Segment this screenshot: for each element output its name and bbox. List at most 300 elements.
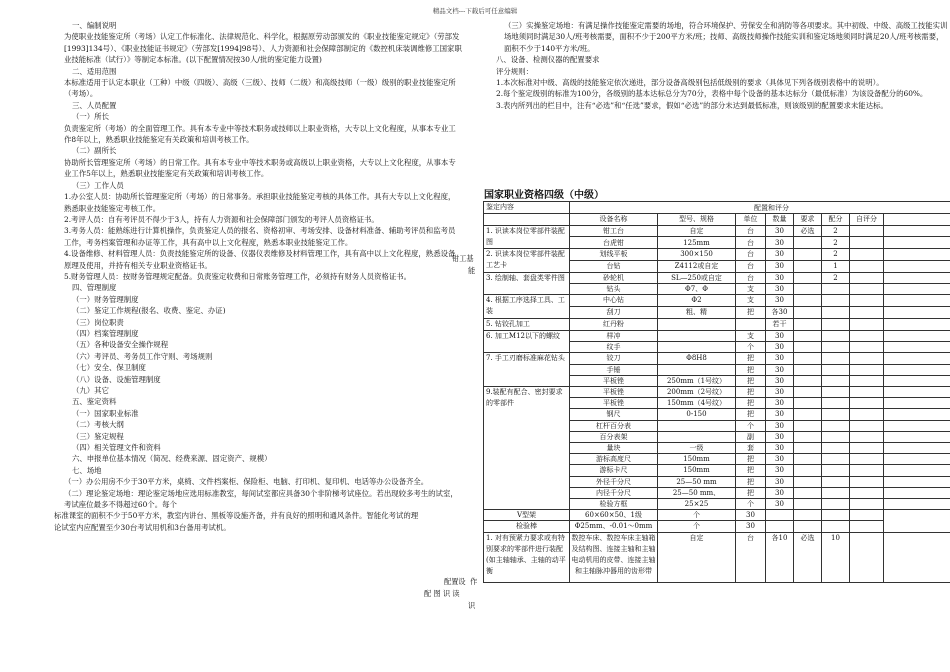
table-cell: SL—250或自定	[658, 272, 736, 283]
table-cell	[794, 306, 822, 318]
table-cell	[822, 375, 850, 386]
table-cell: 平板锉	[570, 375, 658, 386]
side-note-5: 配 图 识 读	[424, 589, 460, 598]
table-cell: 30	[766, 272, 794, 283]
table-cell: 30	[766, 398, 794, 409]
table-cell	[794, 295, 822, 307]
table-row	[484, 532, 950, 582]
right-paragraph: （三）实操鉴定场地：有满足操作技能鉴定需要的场地，符合环境保护、劳保安全和消防等各项要求。其中初级、中级、高级工技能实训场地须同时满足30人/班考核需要，面积不少于200平方米/班；技师、高级技师操作技能实训和鉴定场地须同时满足20人/班考核需要，面积不少于140平方米/班。	[504, 21, 948, 53]
table-cell: 个	[658, 521, 736, 532]
page-header: 精品文档---下载后可任意编辑	[432, 7, 518, 15]
table-cell	[766, 521, 794, 532]
table-cell: 300×150	[658, 249, 736, 261]
table-cell	[850, 454, 884, 465]
column-header: 要求	[794, 214, 822, 225]
table-cell: 30	[736, 521, 766, 532]
header-blank	[884, 214, 950, 225]
table-cell	[794, 387, 822, 398]
table-cell: 30	[766, 295, 794, 307]
left-paragraph: （一）办公用房不少于30平方米，桌椅、文件档案柜、保险柜、电脑、打印机、复印机、电话等办公设备齐全。	[64, 477, 429, 487]
left-paragraph: （五）各种设备安全操作规程	[72, 340, 169, 350]
table-cell: 砂轮机	[570, 272, 658, 283]
table-cell	[850, 237, 884, 249]
table-cell: 30	[766, 443, 794, 454]
table-cell	[658, 342, 736, 353]
left-paragraph: 四、管理制度	[72, 283, 117, 293]
table-cell	[658, 330, 736, 341]
left-paragraph: 七、场地	[72, 465, 102, 475]
column-header: 设备名称	[570, 214, 658, 225]
table-cell: 30	[766, 342, 794, 353]
table-cell: 把	[736, 454, 766, 465]
header-content: 鉴定内容	[484, 202, 570, 214]
table-cell-extra	[884, 306, 950, 318]
table-cell: 30	[766, 465, 794, 476]
table-cell	[822, 465, 850, 476]
table-cell: 自定	[658, 225, 736, 237]
table-cell	[822, 521, 850, 532]
table-cell: 30	[766, 409, 794, 420]
table-cell: 各10	[766, 532, 794, 582]
table-cell-extra	[884, 420, 950, 431]
table-cell: 30	[766, 431, 794, 442]
table-cell: 30	[766, 364, 794, 375]
left-paragraph: （一）财务管理制度	[72, 294, 139, 304]
table-cell: 数控车床、数控车床主轴箱及结构图、连接主轴和主轴电动机用的皮带、连接主轴和主轴脉冲器用的齿形带	[570, 532, 658, 582]
content-cell: 4. 根据工序选择工具、工装	[484, 295, 570, 319]
table-cell: 1	[822, 260, 850, 272]
table-row	[484, 330, 950, 341]
table-cell: 30	[766, 499, 794, 510]
table-cell: 把	[736, 398, 766, 409]
table-cell	[850, 364, 884, 375]
left-paragraph: （二）副所长	[72, 146, 117, 156]
table-cell	[794, 420, 822, 431]
table-cell	[794, 330, 822, 341]
table-cell: 红丹粉	[570, 318, 658, 330]
left-paragraph: （八）设备、设施管理制度	[72, 374, 161, 384]
table-cell	[850, 409, 884, 420]
table-cell	[658, 420, 736, 431]
table-cell	[850, 443, 884, 454]
table-cell	[850, 387, 884, 398]
left-paragraph: （三）岗位职责	[72, 317, 124, 327]
table-cell: 台	[736, 532, 766, 582]
table-row	[484, 521, 950, 532]
table-cell-extra	[884, 375, 950, 386]
table-cell: 杠杆百分表	[570, 420, 658, 431]
table-cell-extra	[850, 521, 884, 532]
table-cell: 刮刀	[570, 306, 658, 318]
table-cell: 把	[736, 387, 766, 398]
table-cell	[850, 465, 884, 476]
table-cell: 30	[766, 283, 794, 294]
table-cell: 划线平板	[570, 249, 658, 261]
left-paragraph: （二）理论鉴定场地：理论鉴定场地应选用标准教室，每间试室都应具备30个非阶梯考试座位。若出现较多考生的试室，考试座位最多不得超过60个。每个	[64, 488, 458, 510]
table-cell: 一级	[658, 443, 736, 454]
table-cell-extra	[884, 237, 950, 249]
table-cell: 30	[766, 375, 794, 386]
table-cell: 游标高度尺	[570, 454, 658, 465]
table-cell	[822, 409, 850, 420]
table-cell	[736, 318, 766, 330]
table-cell	[822, 510, 850, 521]
column-header: 配分	[822, 214, 850, 225]
table-cell: 自定	[658, 532, 736, 582]
left-paragraph: 二、适用范围	[72, 66, 117, 76]
table-row	[484, 318, 950, 330]
left-paragraph: （四）档案管理制度	[72, 328, 139, 338]
table-cell-extra	[884, 225, 950, 237]
table-cell	[850, 476, 884, 487]
left-paragraph: 2.考评人员：自有考评员不得少于3人，持有人力资源和社会保障部门颁发的考评人员资格证书。	[64, 214, 379, 224]
left-paragraph: 一、编制说明	[72, 21, 117, 30]
content-cell: 1. 识读本岗位零部件装配图	[484, 225, 570, 249]
table-cell: 10	[822, 532, 850, 582]
table-cell: 必选	[794, 225, 822, 237]
left-paragraph: （七）安全、保卫制度	[72, 363, 146, 373]
content-cell: 3. 绘制轴、套盘类零件图	[484, 272, 570, 294]
table-cell: 个	[736, 499, 766, 510]
table-cell: 台虎钳	[570, 237, 658, 249]
table-cell: 150mm	[658, 465, 736, 476]
table-cell: 粗、精	[658, 306, 736, 318]
table-cell: 25—50 mm、	[658, 487, 736, 498]
table-cell	[850, 318, 884, 330]
left-paragraph: 1.办公室人员：协助所长管理鉴定所（考场）的日常事务。承担职业技能鉴定考核的具体工作。具有大专以上文化程度，熟悉职业技能鉴定考核工作。	[64, 192, 456, 213]
table-cell: 30	[766, 225, 794, 237]
table-cell	[794, 342, 822, 353]
table-row	[484, 249, 950, 261]
table-cell-extra	[884, 318, 950, 330]
right-paragraph: 1.本次标准对中级、高级的技能鉴定依次递进，部分设备高级别包括低级别的要求（具体见下列各级别表格中的说明）。	[496, 78, 884, 88]
table-cell	[794, 237, 822, 249]
column-header: 自评分	[850, 214, 884, 225]
table-cell	[794, 409, 822, 420]
table-cell	[794, 521, 822, 532]
table-cell-extra	[884, 387, 950, 398]
content-cell: 9.装配有配合、密封要求的零部件	[484, 387, 570, 510]
table-cell: 30	[766, 330, 794, 341]
table-cell-extra	[884, 272, 950, 283]
table-cell: 把	[736, 364, 766, 375]
table-cell	[850, 330, 884, 341]
table-cell	[794, 375, 822, 386]
content-cell: 7. 手工刃磨标准麻花钻头	[484, 353, 570, 387]
content-cell: 5. 钻铰孔加工	[484, 318, 570, 330]
table-cell	[850, 420, 884, 431]
table-cell: 台	[736, 225, 766, 237]
table-cell: 150mm（4号纹）	[658, 398, 736, 409]
table-cell: 200mm（2号纹）	[658, 387, 736, 398]
content-cell: 2. 识读本岗位零部件装配工艺卡	[484, 249, 570, 273]
table-cell-extra	[884, 499, 950, 510]
table-cell: 2	[822, 237, 850, 249]
table-cell	[850, 295, 884, 307]
table-cell	[794, 318, 822, 330]
equipment-table	[483, 201, 950, 583]
table-cell: 0-150	[658, 409, 736, 420]
left-paragraph: 4.设备维修、材料管理人员：负责技能鉴定所的设备、仪器仪表维修及材料管理工作，具有高中以上文化程度，熟悉设备原理及使用，并持有相关专业职业资格证书。	[64, 249, 456, 270]
table-cell: 支	[736, 330, 766, 341]
table-cell: 30	[766, 237, 794, 249]
table-cell: 25×25	[658, 499, 736, 510]
table-cell	[822, 283, 850, 294]
table-cell	[822, 476, 850, 487]
table-cell	[850, 431, 884, 442]
table-cell-extra	[884, 532, 950, 582]
table-cell	[794, 454, 822, 465]
table-cell: 必选	[794, 532, 822, 582]
right-column	[486, 20, 950, 111]
table-cell	[850, 499, 884, 510]
left-paragraph: 为使职业技能鉴定所（考场）认定工作标准化、法律规范化、科学化，根据原劳动部颁发的《职业技能鉴定规定》（劳部发[1993]134号）、《职业技能证书规定》（劳部发[1994]98号）、人力资源和社会保障部制定的《数控机床装调维修工国家职业技能标准（试行）》等制定本标准。(以下配置情况按30人/批的鉴定能力设置)	[64, 32, 462, 65]
table-cell: 平板锉	[570, 398, 658, 409]
table-cell	[794, 353, 822, 364]
table-cell	[766, 510, 794, 521]
table-cell	[822, 420, 850, 431]
table-cell-extra	[884, 409, 950, 420]
table-cell	[794, 476, 822, 487]
table-cell	[850, 260, 884, 272]
table-row	[484, 295, 950, 307]
table-cell: Φ2	[658, 295, 736, 307]
table-cell	[794, 499, 822, 510]
table-cell-extra	[850, 510, 884, 521]
table-cell: 250mm（1号纹）	[658, 375, 736, 386]
table-cell	[794, 364, 822, 375]
table-cell	[822, 398, 850, 409]
right-paragraph: 2.每个鉴定级别的标准为100分，各级别的基本达标总分为70分，表格中每个设备的基本达标分（最低标准）为该设备配分的60%。	[496, 89, 928, 99]
left-paragraph: 负责鉴定所（考场）的全面管理工作。具有本专业中等技术职务或技师以上职业资格，大专以上文化程度，从事本专业工作8年以上，熟悉职业技能鉴定有关政策和培训考核工作。	[64, 123, 456, 145]
table-cell	[658, 431, 736, 442]
table-cell: 把	[736, 487, 766, 498]
table-cell-extra	[884, 443, 950, 454]
table-cell: 30	[736, 510, 766, 521]
table-cell: 副	[736, 431, 766, 442]
table-cell	[822, 318, 850, 330]
table-cell	[794, 249, 822, 261]
table-cell: 钻头	[570, 283, 658, 294]
table-title: 国家职业资格四级（中级）	[484, 190, 604, 201]
table-cell-extra	[884, 249, 950, 261]
table-cell: Φ8H8	[658, 353, 736, 364]
table-cell: 内径千分尺	[570, 487, 658, 498]
table-cell: 把	[736, 353, 766, 364]
table-cell	[822, 387, 850, 398]
left-paragraph: 本标准适用于认定本职业（工种）中级（四级）、高级（三级）、技师（二级）和高级技师（一级）级别的职业技能鉴定所（考场）。	[64, 78, 456, 99]
table-row	[484, 272, 950, 283]
table-cell: 台	[736, 237, 766, 249]
table-cell: 30	[766, 420, 794, 431]
table-cell-extra	[884, 465, 950, 476]
table-cell: 外径千分尺	[570, 476, 658, 487]
table-cell: 样冲	[570, 330, 658, 341]
table-cell: 中心钻	[570, 295, 658, 307]
table-cell: 把	[736, 409, 766, 420]
side-note-1: 钳工基	[452, 254, 474, 263]
table-cell: Φ7、Φ	[658, 283, 736, 294]
left-paragraph: （一）国家职业标准	[72, 408, 139, 418]
table-cell	[822, 499, 850, 510]
table-row	[484, 510, 950, 521]
table-cell: 手锤	[570, 364, 658, 375]
table-cell: 2	[822, 272, 850, 283]
table-cell-extra	[884, 398, 950, 409]
table-cell	[850, 249, 884, 261]
table-cell	[850, 272, 884, 283]
left-paragraph: （三）鉴定规程	[72, 431, 124, 441]
table-cell	[658, 318, 736, 330]
table-cell	[850, 532, 884, 582]
table-cell: 若干	[766, 318, 794, 330]
table-cell: 台	[736, 260, 766, 272]
table-cell	[794, 260, 822, 272]
table-cell: 纹手	[570, 342, 658, 353]
right-paragraph: 八、设备、检测仪器的配置要求	[496, 55, 600, 65]
left-paragraph: 标准课室的面积不少于50平方米，教室内讲台、黑板等设施齐备，并有良好的照明和通风条件。智能化考试的理	[54, 511, 419, 521]
table-cell: Z4112或自定	[658, 260, 736, 272]
header-blank	[484, 214, 570, 225]
left-paragraph: （一）所长	[72, 112, 109, 122]
table-cell	[850, 487, 884, 498]
side-note-2: 能	[468, 266, 476, 275]
table-cell: 支	[736, 283, 766, 294]
table-cell: 游标卡尺	[570, 465, 658, 476]
table-cell: 铰刀	[570, 353, 658, 364]
table-cell: V型架	[484, 510, 570, 521]
table-cell: 2	[822, 249, 850, 261]
left-paragraph: （九）其它	[72, 386, 109, 395]
table-cell-extra	[884, 454, 950, 465]
table-cell-extra	[884, 364, 950, 375]
table-cell	[850, 225, 884, 237]
table-cell: 30	[766, 260, 794, 272]
left-paragraph: 3.考务人员：能熟练进行计算机操作，负责鉴定人员的报名、资格初审、考场安排、设备材料准备、辅助考评员和监考员工作，考务档案管理和办证等工作，具有高中以上文化程度，熟悉本职业技能鉴定工作。	[64, 226, 456, 247]
table-cell: 30	[766, 454, 794, 465]
right-paragraph: 3.表内所列出的栏目中，注有“必选”和“任选”要求，假如“必选”的部分未达到最低标准，则该级别的配置要求未能达标。	[496, 100, 888, 110]
table-cell	[822, 330, 850, 341]
table-cell: 支	[736, 295, 766, 307]
table-cell: 把	[736, 465, 766, 476]
table-cell	[822, 487, 850, 498]
table-cell	[658, 364, 736, 375]
table-cell: 各30	[766, 306, 794, 318]
right-paragraph: 评分规则：	[496, 66, 533, 76]
left-paragraph: （六）考评员、考务员工作守则、考场规则	[72, 351, 213, 361]
table-cell	[850, 353, 884, 364]
table-cell	[794, 431, 822, 442]
side-note-6: 识	[468, 601, 476, 610]
table-cell: 25—50 mm	[658, 476, 736, 487]
left-paragraph: （二）鉴定工作规程(报名、收费、鉴定、办证)	[72, 306, 226, 316]
header-config: 配置和评分	[570, 202, 950, 214]
table-cell	[822, 342, 850, 353]
table-cell: 钳工台	[570, 225, 658, 237]
left-column	[54, 20, 462, 533]
table-cell-extra	[884, 487, 950, 498]
table-cell	[794, 272, 822, 283]
table-cell-extra	[884, 476, 950, 487]
side-note-4: 作	[470, 577, 478, 586]
left-paragraph: （四）相关管理文件和资料	[72, 443, 161, 453]
table-cell	[794, 283, 822, 294]
table-cell: 台钻	[570, 260, 658, 272]
table-cell	[850, 283, 884, 294]
left-paragraph: 协助所长管理鉴定所（考场）的日常工作。具有本专业中等技术职务或高级以上职业资格，大专以上文化程度，从事本专业工作5年以上，熟悉职业技能鉴定有关政策和培训考核工作。	[64, 157, 456, 179]
table-cell-extra	[884, 295, 950, 307]
table-cell: 百分表架	[570, 431, 658, 442]
table-cell	[794, 465, 822, 476]
table-cell: 检验方框	[570, 499, 658, 510]
table-cell: 套	[736, 443, 766, 454]
table-cell	[822, 306, 850, 318]
left-paragraph: 论试室内应配置至少30台考试用机和3台备用考试机。	[54, 522, 231, 532]
table-cell: 钢尺	[570, 409, 658, 420]
column-header: 型号、规格	[658, 214, 736, 225]
table-cell-extra	[884, 342, 950, 353]
table-row	[484, 225, 950, 237]
table-cell	[850, 306, 884, 318]
table-cell-extra	[884, 330, 950, 341]
table-cell: 把	[736, 306, 766, 318]
column-header: 数量	[766, 214, 794, 225]
table-cell: 把	[736, 375, 766, 386]
table-cell	[794, 443, 822, 454]
table-cell: 30	[766, 476, 794, 487]
left-paragraph: 三、人员配置	[72, 100, 117, 110]
table-cell: 检验棒	[484, 521, 570, 532]
table-cell	[794, 487, 822, 498]
table-cell-extra	[884, 353, 950, 364]
table-cell: 个	[736, 342, 766, 353]
side-note-3: 配置设	[444, 577, 466, 586]
left-paragraph: 五、鉴定资料	[72, 397, 117, 407]
table-cell	[822, 353, 850, 364]
table-row	[484, 387, 950, 398]
table-cell: 30	[766, 249, 794, 261]
table-cell: 台	[736, 272, 766, 283]
table-cell: 2	[822, 225, 850, 237]
table-cell: 个	[736, 420, 766, 431]
table-cell: 125mm	[658, 237, 736, 249]
table-cell: 量块	[570, 443, 658, 454]
table-cell: 150mm	[658, 454, 736, 465]
table-cell: 30	[766, 387, 794, 398]
table-cell: 台	[736, 249, 766, 261]
table-cell	[794, 398, 822, 409]
table-row	[484, 353, 950, 364]
table-cell: 个	[658, 510, 736, 521]
content-cell: 6. 加工M12以下的螺纹	[484, 330, 570, 352]
table-cell: 平板锉	[570, 387, 658, 398]
table-cell	[850, 375, 884, 386]
left-paragraph: 5.财务管理人员：按财务管理规定配备。负责鉴定收费和日常账务管理工作，必须持有财务人员资格证书。	[64, 271, 412, 281]
table-cell: Φ25mm、-0.01～0mm	[570, 521, 658, 532]
table-cell	[822, 454, 850, 465]
table-cell	[822, 443, 850, 454]
column-header: 单位	[736, 214, 766, 225]
left-paragraph: 六、申报单位基本情况（简况、经费来源、固定资产、规模）	[72, 454, 272, 464]
left-paragraph: （二）考核大纲	[72, 420, 124, 430]
table-cell: 把	[736, 476, 766, 487]
table-cell-extra	[884, 283, 950, 294]
table-cell	[822, 431, 850, 442]
table-cell: 30	[766, 487, 794, 498]
table-cell: 30	[766, 353, 794, 364]
left-paragraph: （三）工作人员	[72, 180, 124, 190]
table-cell	[822, 295, 850, 307]
